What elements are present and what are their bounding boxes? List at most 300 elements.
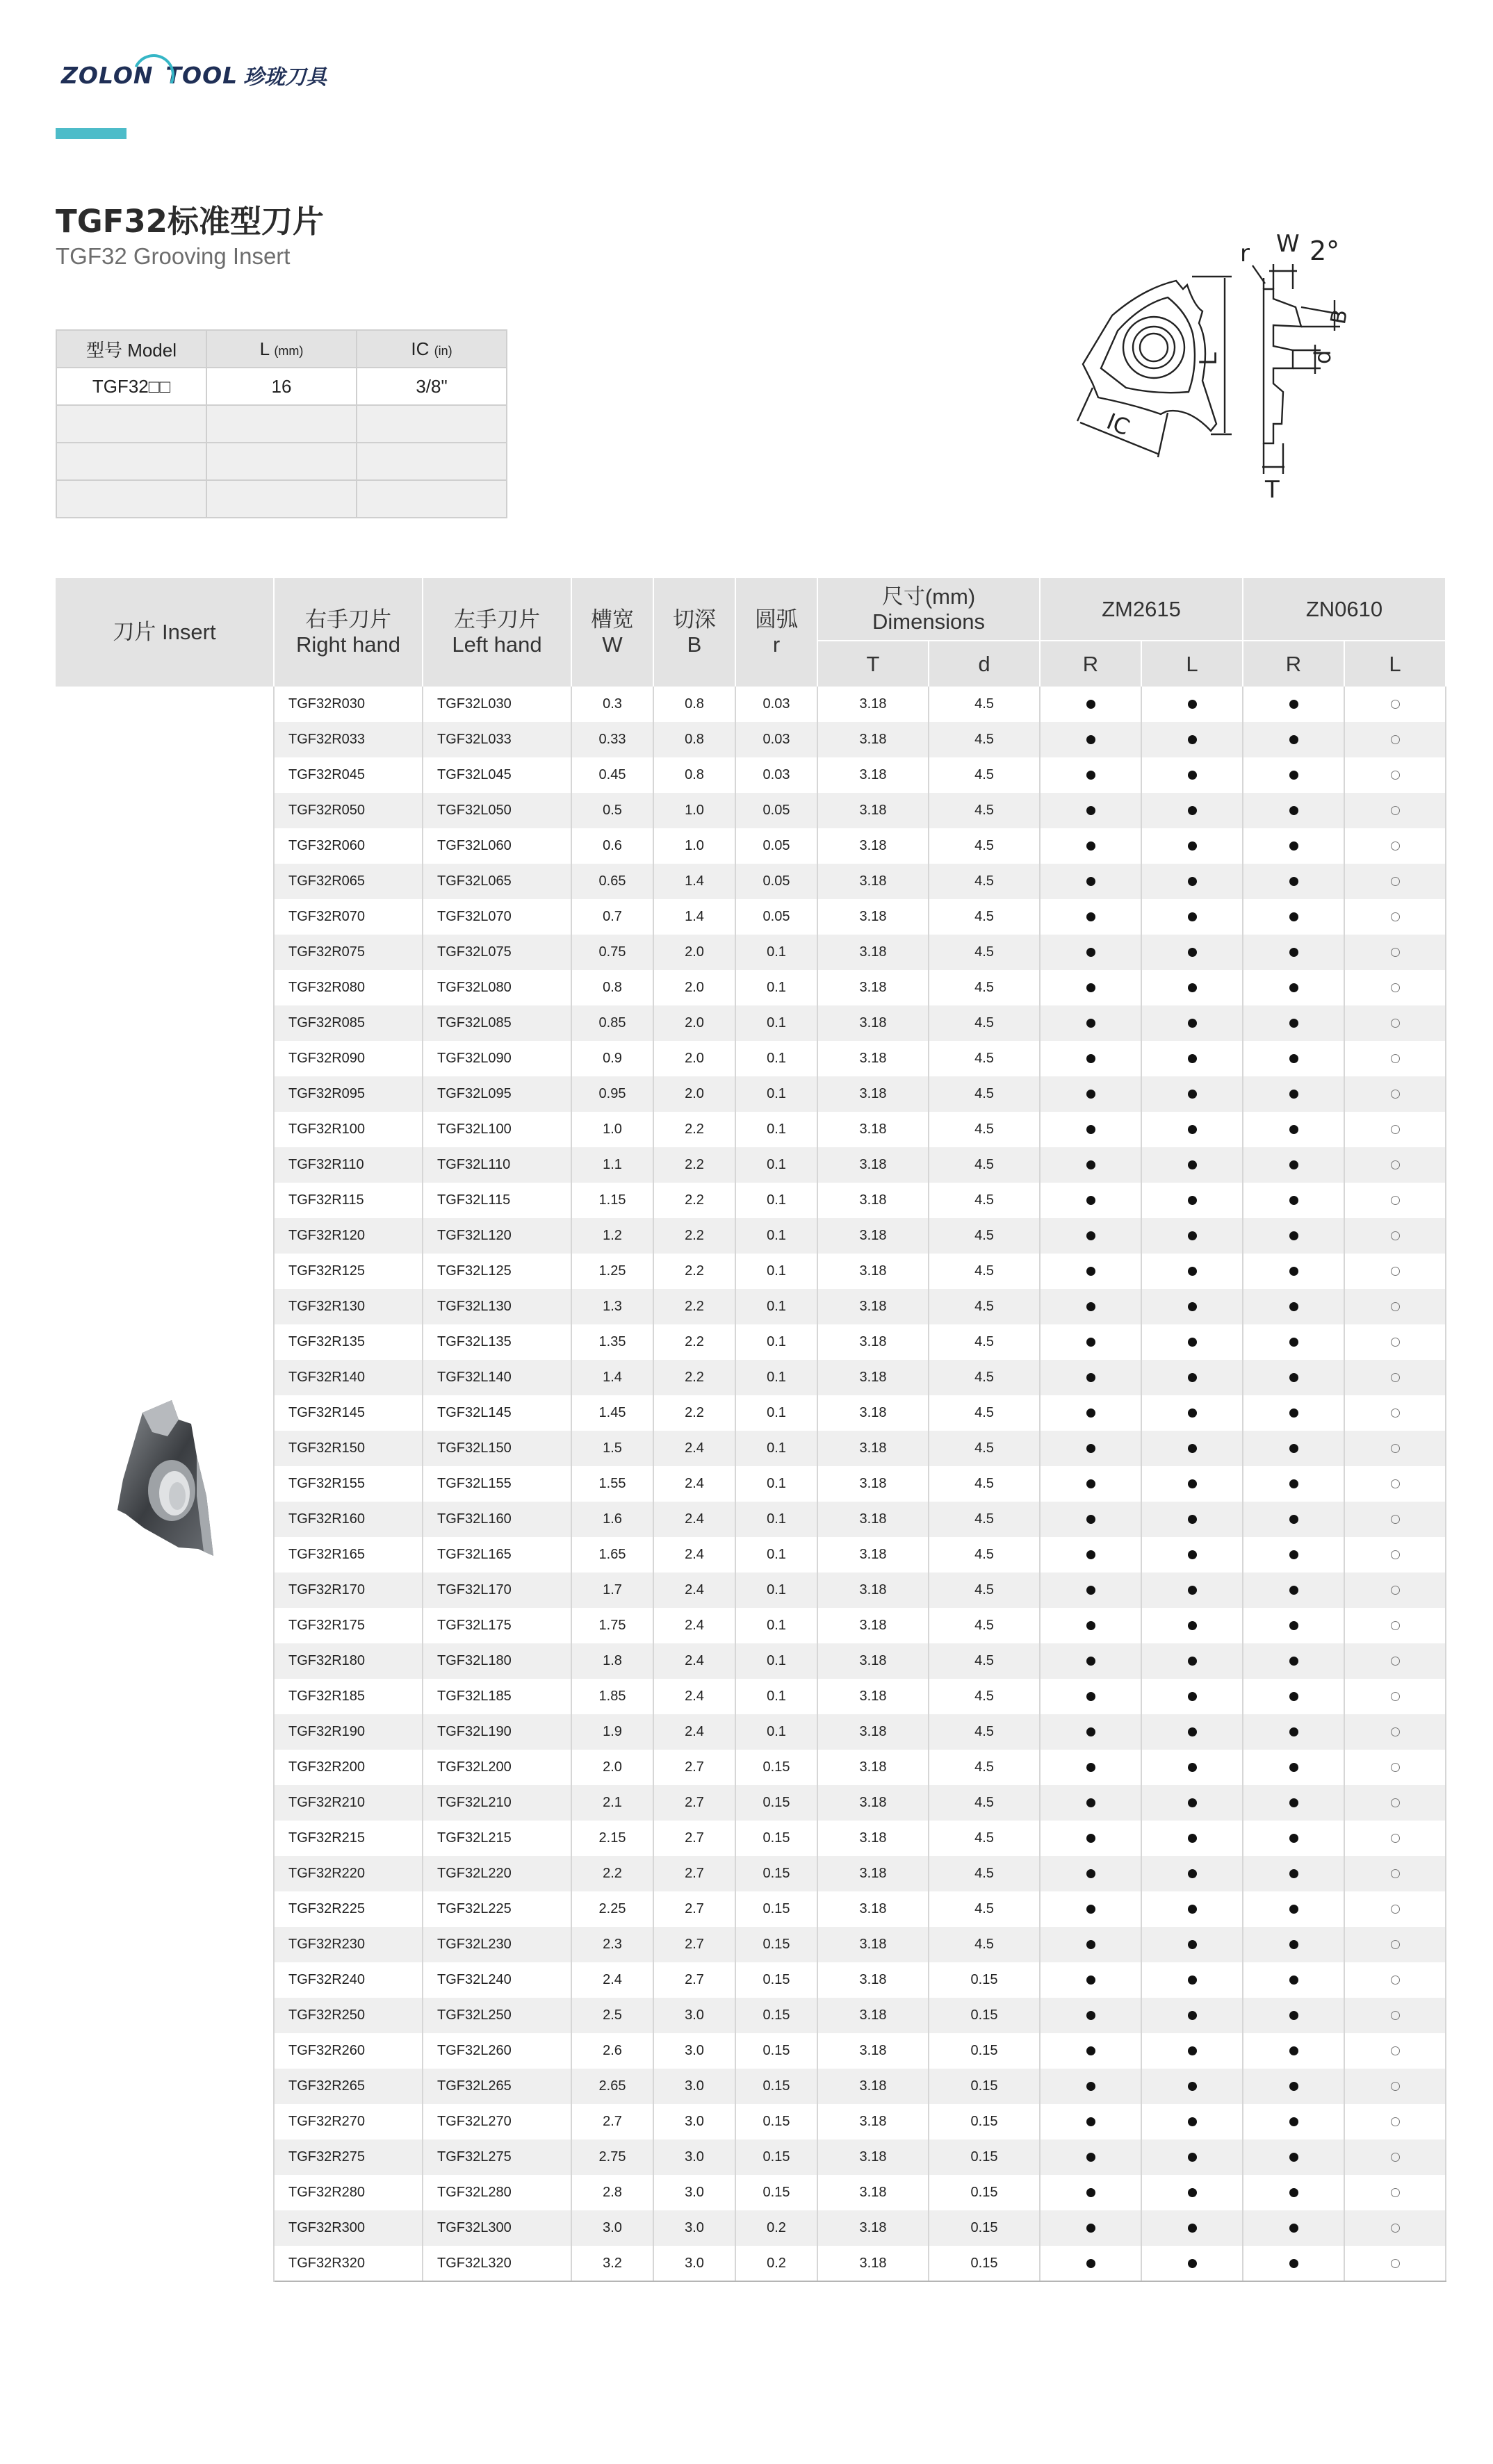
- depth-value: 2.0: [653, 1076, 735, 1112]
- zn0610-r-availability: [1243, 1927, 1344, 1962]
- label-t: T: [1265, 476, 1280, 504]
- d-value: 4.5: [929, 1112, 1040, 1147]
- zn0610-l-availability: [1344, 1360, 1446, 1395]
- d-value: 4.5: [929, 1891, 1040, 1927]
- zn0610-l-availability: [1344, 2069, 1446, 2104]
- available-dot-icon: [1086, 1054, 1095, 1063]
- d-value: 0.15: [929, 2069, 1040, 2104]
- d-value: 4.5: [929, 864, 1040, 899]
- unavailable-circle-icon: [1391, 1373, 1400, 1382]
- t-value: 3.18: [817, 687, 929, 722]
- available-dot-icon: [1086, 1160, 1095, 1169]
- zm2615-l-availability: [1141, 1041, 1243, 1076]
- label-l: L: [1195, 352, 1223, 366]
- zn0610-r-availability: [1243, 2175, 1344, 2210]
- available-dot-icon: [1086, 1727, 1095, 1736]
- radius-value: 0.15: [735, 1891, 817, 1927]
- zn0610-l-availability: [1344, 1324, 1446, 1360]
- zn0610-l-availability: [1344, 828, 1446, 864]
- zn0610-r-availability: [1243, 2139, 1344, 2175]
- width-value: 3.2: [571, 2246, 653, 2281]
- zn0610-l-availability: [1344, 1041, 1446, 1076]
- available-dot-icon: [1188, 1586, 1197, 1595]
- left-hand-code: TGF32L130: [423, 1289, 571, 1324]
- insert-technical-drawing: [1029, 222, 1418, 514]
- available-dot-icon: [1086, 1692, 1095, 1701]
- zn0610-r-availability: [1243, 1572, 1344, 1608]
- d-value: 4.5: [929, 1821, 1040, 1856]
- brand-logo: [61, 56, 327, 95]
- width-value: 2.4: [571, 1962, 653, 1998]
- radius-value: 0.1: [735, 1005, 817, 1041]
- label-ic: IC: [1102, 408, 1134, 441]
- available-dot-icon: [1289, 1444, 1298, 1453]
- t-value: 3.18: [817, 1962, 929, 1998]
- width-value: 1.55: [571, 1466, 653, 1502]
- t-value: 3.18: [817, 1998, 929, 2033]
- t-value: 3.18: [817, 1714, 929, 1750]
- width-value: 1.6: [571, 1502, 653, 1537]
- available-dot-icon: [1086, 1408, 1095, 1418]
- left-hand-code: TGF32L320: [423, 2246, 571, 2281]
- zm2615-r-availability: [1040, 722, 1141, 757]
- left-hand-cn: 左手刀片: [454, 607, 540, 632]
- zn0610-l-availability: [1344, 2104, 1446, 2139]
- zn0610-r-availability: [1243, 1821, 1344, 1856]
- left-hand-code: TGF32L190: [423, 1714, 571, 1750]
- d-value: 4.5: [929, 1785, 1040, 1821]
- right-hand-code: TGF32R140: [274, 1360, 423, 1395]
- radius-value: 0.03: [735, 722, 817, 757]
- zm2615-r-header: R: [1040, 641, 1141, 687]
- unavailable-circle-icon: [1391, 1657, 1400, 1666]
- l-unit: (mm): [274, 343, 304, 358]
- zm2615-l-availability: [1141, 1112, 1243, 1147]
- t-value: 3.18: [817, 1147, 929, 1183]
- zn0610-r-availability: [1243, 757, 1344, 793]
- width-value: 2.2: [571, 1856, 653, 1891]
- available-dot-icon: [1289, 1940, 1298, 1949]
- zm2615-l-availability: [1141, 1856, 1243, 1891]
- zm2615-l-availability: [1141, 2033, 1243, 2069]
- zm2615-l-availability: [1141, 2104, 1243, 2139]
- available-dot-icon: [1188, 1125, 1197, 1134]
- unavailable-circle-icon: [1391, 735, 1400, 744]
- t-value: 3.18: [817, 1643, 929, 1679]
- zn0610-l-availability: [1344, 899, 1446, 935]
- unavailable-circle-icon: [1391, 2117, 1400, 2126]
- available-dot-icon: [1188, 2046, 1197, 2055]
- zn0610-r-availability: [1243, 1750, 1344, 1785]
- width-value: 1.3: [571, 1289, 653, 1324]
- zn0610-r-availability: [1243, 1856, 1344, 1891]
- depth-value: 2.2: [653, 1147, 735, 1183]
- zm2615-r-availability: [1040, 1927, 1141, 1962]
- zn0610-l-availability: [1344, 1502, 1446, 1537]
- zn0610-r-availability: [1243, 1005, 1344, 1041]
- d-value: 4.5: [929, 1289, 1040, 1324]
- dimensions-cn: 尺寸(mm): [881, 584, 976, 609]
- available-dot-icon: [1289, 1976, 1298, 1985]
- radius-value: 0.03: [735, 687, 817, 722]
- zn0610-l-availability: [1344, 1218, 1446, 1254]
- available-dot-icon: [1289, 1834, 1298, 1843]
- left-hand-code: TGF32L250: [423, 1998, 571, 2033]
- zn0610-l-availability: [1344, 1466, 1446, 1502]
- depth-value: 2.4: [653, 1537, 735, 1572]
- radius-value: 0.1: [735, 1572, 817, 1608]
- available-dot-icon: [1086, 1373, 1095, 1382]
- available-dot-icon: [1188, 1444, 1197, 1453]
- d-value: 4.5: [929, 1643, 1040, 1679]
- available-dot-icon: [1086, 1834, 1095, 1843]
- right-hand-code: TGF32R165: [274, 1537, 423, 1572]
- width-value: 0.3: [571, 687, 653, 722]
- t-value: 3.18: [817, 2104, 929, 2139]
- t-value: 3.18: [817, 722, 929, 757]
- width-value: 0.95: [571, 1076, 653, 1112]
- d-value: 4.5: [929, 1218, 1040, 1254]
- zm2615-r-availability: [1040, 1147, 1141, 1183]
- available-dot-icon: [1289, 1196, 1298, 1205]
- insert-side-view: [1264, 289, 1301, 443]
- t-value: 3.18: [817, 1572, 929, 1608]
- left-hand-code: TGF32L135: [423, 1324, 571, 1360]
- unavailable-circle-icon: [1391, 1090, 1400, 1099]
- depth-symbol: B: [687, 632, 702, 657]
- label-b: B: [1326, 307, 1353, 327]
- depth-header: [653, 578, 735, 687]
- radius-value: 0.05: [735, 828, 817, 864]
- available-dot-icon: [1086, 1657, 1095, 1666]
- available-dot-icon: [1289, 2011, 1298, 2020]
- radius-value: 0.2: [735, 2246, 817, 2281]
- available-dot-icon: [1188, 1054, 1197, 1063]
- unavailable-circle-icon: [1391, 1692, 1400, 1701]
- available-dot-icon: [1086, 1798, 1095, 1807]
- zm2615-l-availability: [1141, 1395, 1243, 1431]
- zn0610-l-availability: [1344, 722, 1446, 757]
- zm2615-l-availability: [1141, 2139, 1243, 2175]
- d-header: d: [929, 641, 1040, 687]
- right-hand-code: TGF32R200: [274, 1750, 423, 1785]
- available-dot-icon: [1289, 2082, 1298, 2091]
- width-value: 0.7: [571, 899, 653, 935]
- t-value: 3.18: [817, 1183, 929, 1218]
- brand-name-right: TOOL: [165, 61, 238, 89]
- width-value: 2.0: [571, 1750, 653, 1785]
- available-dot-icon: [1086, 1338, 1095, 1347]
- zn0610-l-availability: [1344, 2246, 1446, 2281]
- zn0610-r-availability: [1243, 793, 1344, 828]
- left-hand-code: TGF32L210: [423, 1785, 571, 1821]
- dimensions-header: [817, 578, 1040, 641]
- unavailable-circle-icon: [1391, 2188, 1400, 2197]
- left-hand-code: TGF32L050: [423, 793, 571, 828]
- unavailable-circle-icon: [1391, 2153, 1400, 2162]
- available-dot-icon: [1188, 1763, 1197, 1772]
- available-dot-icon: [1289, 1727, 1298, 1736]
- t-value: 3.18: [817, 2069, 929, 2104]
- right-hand-code: TGF32R045: [274, 757, 423, 793]
- depth-value: 2.7: [653, 1891, 735, 1927]
- available-dot-icon: [1289, 806, 1298, 815]
- zm2615-l-availability: [1141, 935, 1243, 970]
- width-value: 1.2: [571, 1218, 653, 1254]
- width-value: 2.25: [571, 1891, 653, 1927]
- zn0610-l-availability: [1344, 970, 1446, 1005]
- zm2615-r-availability: [1040, 1750, 1141, 1785]
- zn0610-l-availability: [1344, 2210, 1446, 2246]
- available-dot-icon: [1188, 1479, 1197, 1488]
- d-value: 4.5: [929, 970, 1040, 1005]
- available-dot-icon: [1289, 1479, 1298, 1488]
- model-table-header: [56, 330, 507, 368]
- zm2615-r-availability: [1040, 687, 1141, 722]
- left-hand-code: TGF32L125: [423, 1254, 571, 1289]
- width-value: 1.15: [571, 1183, 653, 1218]
- radius-value: 0.15: [735, 2139, 817, 2175]
- depth-value: 1.4: [653, 864, 735, 899]
- right-hand-code: TGF32R100: [274, 1112, 423, 1147]
- radius-value: 0.05: [735, 793, 817, 828]
- brand-name-left: ZOLON: [61, 61, 154, 89]
- t-value: 3.18: [817, 1927, 929, 1962]
- radius-value: 0.15: [735, 1962, 817, 1998]
- right-hand-code: TGF32R180: [274, 1643, 423, 1679]
- d-value: 0.15: [929, 2033, 1040, 2069]
- left-hand-code: TGF32L300: [423, 2210, 571, 2246]
- zm2615-r-availability: [1040, 1041, 1141, 1076]
- depth-value: 1.0: [653, 828, 735, 864]
- t-value: 3.18: [817, 793, 929, 828]
- width-value: 0.65: [571, 864, 653, 899]
- t-value: 3.18: [817, 1005, 929, 1041]
- t-value: 3.18: [817, 1466, 929, 1502]
- radius-value: 0.1: [735, 1431, 817, 1466]
- zn0610-r-availability: [1243, 2069, 1344, 2104]
- right-hand-code: TGF32R155: [274, 1466, 423, 1502]
- zn0610-r-availability: [1243, 1643, 1344, 1679]
- unavailable-circle-icon: [1391, 1869, 1400, 1878]
- radius-value: 0.1: [735, 1218, 817, 1254]
- right-hand-code: TGF32R075: [274, 935, 423, 970]
- d-value: 4.5: [929, 1502, 1040, 1537]
- available-dot-icon: [1086, 1940, 1095, 1949]
- left-hand-code: TGF32L090: [423, 1041, 571, 1076]
- available-dot-icon: [1289, 1231, 1298, 1240]
- depth-value: 3.0: [653, 1998, 735, 2033]
- empty-cell: [357, 443, 507, 480]
- left-hand-code: TGF32L175: [423, 1608, 571, 1643]
- width-value: 2.75: [571, 2139, 653, 2175]
- t-value: 3.18: [817, 899, 929, 935]
- depth-value: 2.4: [653, 1679, 735, 1714]
- width-value: 1.0: [571, 1112, 653, 1147]
- d-value: 4.5: [929, 1005, 1040, 1041]
- unavailable-circle-icon: [1391, 912, 1400, 921]
- right-hand-code: TGF32R160: [274, 1502, 423, 1537]
- available-dot-icon: [1086, 2188, 1095, 2197]
- left-hand-code: TGF32L165: [423, 1537, 571, 1572]
- d-value: 4.5: [929, 1147, 1040, 1183]
- zm2615-r-availability: [1040, 1076, 1141, 1112]
- zn0610-l-availability: [1344, 1750, 1446, 1785]
- zn0610-l-availability: [1344, 1998, 1446, 2033]
- unavailable-circle-icon: [1391, 983, 1400, 992]
- zn0610-r-availability: [1243, 899, 1344, 935]
- zn0610-l-header: L: [1344, 641, 1446, 687]
- available-dot-icon: [1289, 1408, 1298, 1418]
- available-dot-icon: [1188, 1905, 1197, 1914]
- d-value: 4.5: [929, 1750, 1040, 1785]
- l-header-label: L: [259, 338, 270, 359]
- radius-value: 0.15: [735, 2033, 817, 2069]
- zm2615-r-availability: [1040, 2104, 1141, 2139]
- d-value: 4.5: [929, 1431, 1040, 1466]
- zm2615-l-availability: [1141, 1005, 1243, 1041]
- empty-cell: [56, 405, 206, 443]
- zm2615-r-availability: [1040, 757, 1141, 793]
- zn0610-r-availability: [1243, 1076, 1344, 1112]
- zn0610-l-availability: [1344, 1572, 1446, 1608]
- d-value: 4.5: [929, 828, 1040, 864]
- available-dot-icon: [1188, 1019, 1197, 1028]
- t-value: 3.18: [817, 828, 929, 864]
- depth-value: 2.2: [653, 1395, 735, 1431]
- t-value: 3.18: [817, 2139, 929, 2175]
- radius-value: 0.1: [735, 1537, 817, 1572]
- available-dot-icon: [1289, 1019, 1298, 1028]
- empty-cell: [357, 405, 507, 443]
- t-value: 3.18: [817, 2246, 929, 2281]
- right-hand-code: TGF32R175: [274, 1608, 423, 1643]
- left-hand-code: TGF32L230: [423, 1927, 571, 1962]
- available-dot-icon: [1289, 2224, 1298, 2233]
- radius-value: 0.1: [735, 1643, 817, 1679]
- depth-value: 0.8: [653, 687, 735, 722]
- right-hand-code: TGF32R060: [274, 828, 423, 864]
- available-dot-icon: [1086, 1515, 1095, 1524]
- available-dot-icon: [1086, 1869, 1095, 1878]
- zm2615-l-availability: [1141, 1076, 1243, 1112]
- zm2615-r-availability: [1040, 1714, 1141, 1750]
- available-dot-icon: [1289, 841, 1298, 851]
- left-hand-code: TGF32L270: [423, 2104, 571, 2139]
- available-dot-icon: [1289, 948, 1298, 957]
- radius-value: 0.1: [735, 1395, 817, 1431]
- d-value: 0.15: [929, 2175, 1040, 2210]
- right-hand-code: TGF32R250: [274, 1998, 423, 2033]
- t-value: 3.18: [817, 757, 929, 793]
- zn0610-l-availability: [1344, 1395, 1446, 1431]
- right-hand-code: TGF32R270: [274, 2104, 423, 2139]
- right-hand-code: TGF32R145: [274, 1395, 423, 1431]
- zm2615-r-availability: [1040, 1962, 1141, 1998]
- left-hand-code: TGF32L045: [423, 757, 571, 793]
- right-hand-code: TGF32R300: [274, 2210, 423, 2246]
- available-dot-icon: [1188, 1373, 1197, 1382]
- available-dot-icon: [1289, 1090, 1298, 1099]
- radius-value: 0.15: [735, 1998, 817, 2033]
- right-hand-code: TGF32R090: [274, 1041, 423, 1076]
- depth-value: 3.0: [653, 2139, 735, 2175]
- zm2615-l-availability: [1141, 2175, 1243, 2210]
- zm2615-r-availability: [1040, 1785, 1141, 1821]
- radius-value: 0.15: [735, 1927, 817, 1962]
- depth-value: 3.0: [653, 2246, 735, 2281]
- radius-value: 0.1: [735, 1147, 817, 1183]
- depth-value: 1.4: [653, 899, 735, 935]
- unavailable-circle-icon: [1391, 877, 1400, 886]
- available-dot-icon: [1188, 806, 1197, 815]
- left-hand-code: TGF32L080: [423, 970, 571, 1005]
- zn0610-r-availability: [1243, 1218, 1344, 1254]
- radius-value: 0.1: [735, 1289, 817, 1324]
- radius-value: 0.1: [735, 1502, 817, 1537]
- left-hand-code: TGF32L100: [423, 1112, 571, 1147]
- zn0610-l-availability: [1344, 1962, 1446, 1998]
- zn0610-l-availability: [1344, 1821, 1446, 1856]
- depth-value: 2.2: [653, 1112, 735, 1147]
- insert-header: 刀片 Insert: [56, 578, 274, 687]
- right-hand-code: TGF32R260: [274, 2033, 423, 2069]
- left-hand-code: TGF32L180: [423, 1643, 571, 1679]
- t-value: 3.18: [817, 970, 929, 1005]
- width-value: 2.6: [571, 2033, 653, 2069]
- zm2615-r-availability: [1040, 1254, 1141, 1289]
- right-hand-code: TGF32R230: [274, 1927, 423, 1962]
- available-dot-icon: [1188, 2011, 1197, 2020]
- depth-value: 2.4: [653, 1714, 735, 1750]
- available-dot-icon: [1188, 2224, 1197, 2233]
- depth-value: 2.7: [653, 1785, 735, 1821]
- available-dot-icon: [1086, 1621, 1095, 1630]
- d-value: 4.5: [929, 935, 1040, 970]
- available-dot-icon: [1188, 735, 1197, 744]
- width-value: 2.8: [571, 2175, 653, 2210]
- depth-value: 2.2: [653, 1360, 735, 1395]
- available-dot-icon: [1188, 1515, 1197, 1524]
- right-hand-code: TGF32R240: [274, 1962, 423, 1998]
- t-value: 3.18: [817, 1785, 929, 1821]
- zm2615-r-availability: [1040, 1431, 1141, 1466]
- available-dot-icon: [1086, 1905, 1095, 1914]
- right-hand-code: TGF32R120: [274, 1218, 423, 1254]
- available-dot-icon: [1086, 1550, 1095, 1559]
- radius-value: 0.1: [735, 1360, 817, 1395]
- d-value: 4.5: [929, 1572, 1040, 1608]
- zm2615-l-availability: [1141, 1891, 1243, 1927]
- available-dot-icon: [1086, 1586, 1095, 1595]
- unavailable-circle-icon: [1391, 700, 1400, 709]
- model-header: 型号 Model: [56, 330, 206, 368]
- d-value: 4.5: [929, 687, 1040, 722]
- t-value: 3.18: [817, 1431, 929, 1466]
- available-dot-icon: [1289, 2259, 1298, 2268]
- insert-image-cell: [56, 687, 274, 2281]
- accent-bar: [56, 128, 127, 139]
- ic-header: [357, 330, 507, 368]
- depth-value: 2.4: [653, 1643, 735, 1679]
- unavailable-circle-icon: [1391, 1338, 1400, 1347]
- unavailable-circle-icon: [1391, 1408, 1400, 1418]
- radius-value: 0.1: [735, 1324, 817, 1360]
- zm2615-l-availability: [1141, 1679, 1243, 1714]
- radius-symbol: r: [772, 632, 781, 657]
- zn0610-l-availability: [1344, 1608, 1446, 1643]
- left-hand-code: TGF32L120: [423, 1218, 571, 1254]
